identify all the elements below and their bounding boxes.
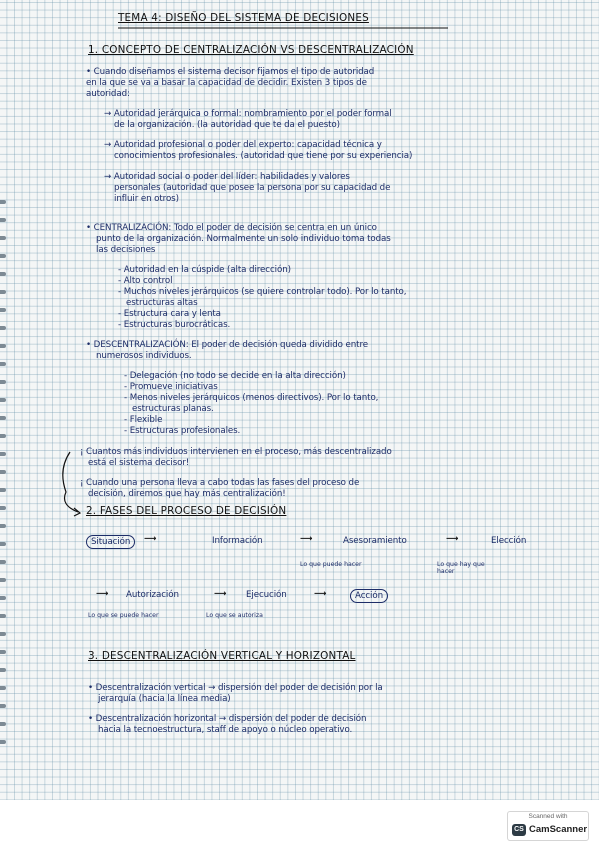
- auth3-line-3: influir en otros): [114, 194, 179, 204]
- auth2-line-1: → Autoridad profesional o poder del experto: capacidad técnica y: [104, 140, 382, 150]
- auth1-line-2: de la organización. (la autoridad que te da el puesto): [114, 120, 340, 130]
- auth1-line-1: → Autoridad jerárquica o formal: nombramiento por el poder formal: [104, 109, 392, 119]
- phase-ejecucion: Ejecución: [246, 590, 287, 600]
- descentralizacion-item-3: - Menos niveles jerárquicos (menos directivos). Por lo tanto,: [124, 393, 379, 403]
- arrow-icon: ⟶: [446, 534, 459, 544]
- phase-eleccion: Elección: [491, 536, 527, 546]
- note2-line-1: ¡ Cuando una persona lleva a cabo todas las fases del proceso de: [80, 478, 360, 488]
- section3-heading: 3. DESCENTRALIZACIÓN VERTICAL Y HORIZONTAL: [88, 650, 356, 662]
- intro-line-2: en la que se va a basar la capacidad de decidir. Existen 3 tipos de: [86, 78, 367, 88]
- page-title: TEMA 4: DISEÑO DEL SISTEMA DE DECISIONES: [118, 12, 369, 24]
- centralizacion-line-3: las decisiones: [96, 245, 156, 255]
- descentralizacion-item-5: - Flexible: [124, 415, 163, 425]
- descentralizacion-item-4: estructuras planas.: [132, 404, 214, 414]
- note1-line-2: está el sistema decisor!: [88, 458, 190, 468]
- centralizacion-item-4: estructuras altas: [126, 298, 198, 308]
- centralizacion-item-3: - Muchos niveles jerárquicos (se quiere controlar todo). Por lo tanto,: [118, 287, 407, 297]
- phase-autorizacion: Autorización: [126, 590, 179, 600]
- descentralizacion-line-1: • DESCENTRALIZACIÓN: El poder de decisión queda dividido entre: [86, 340, 368, 350]
- centralizacion-item-6: - Estructuras burocráticas.: [118, 320, 231, 330]
- note2-line-2: decisión, diremos que hay más centralización!: [88, 489, 286, 499]
- arrow-icon: ⟶: [214, 589, 227, 599]
- descentralizacion-item-6: - Estructuras profesionales.: [124, 426, 241, 436]
- note1-line-1: ¡ Cuantos más individuos intervienen en el proceso, más descentralizado: [80, 447, 392, 457]
- centralizacion-item-1: - Autoridad en la cúspide (alta dirección): [118, 265, 291, 275]
- note-autorizacion: Lo que se puede hacer: [88, 612, 159, 619]
- centralizacion-item-2: - Alto control: [118, 276, 173, 286]
- arrow-icon: ⟶: [144, 534, 157, 544]
- camscanner-logo-icon: CS: [512, 824, 526, 836]
- camscanner-label: CamScanner: [529, 824, 588, 835]
- auth2-line-2: conocimientos profesionales. (autoridad que tiene por su experiencia): [114, 151, 413, 161]
- arrow-icon: ⟶: [300, 534, 313, 544]
- camscanner-badge: [507, 811, 589, 841]
- scanned-with-label: Scanned with: [528, 813, 568, 820]
- horizontal-line-1: • Descentralización horizontal → dispersión del poder de decisión: [88, 714, 367, 724]
- phase-informacion: Información: [212, 536, 263, 546]
- section1-heading: 1. CONCEPTO DE CENTRALIZACIÓN VS DESCENTRALIZACIÓN: [88, 44, 414, 56]
- centralizacion-line-1: • CENTRALIZACIÓN: Todo el poder de decisión se centra en un único: [86, 223, 377, 233]
- descentralizacion-item-1: - Delegación (no todo se decide en la alta dirección): [124, 371, 346, 381]
- arrow-icon: ⟶: [314, 589, 327, 599]
- centralizacion-line-2: punto de la organización. Normalmente un solo individuo toma todas: [96, 234, 391, 244]
- note-ejecucion: Lo que se autoriza: [206, 612, 263, 619]
- vertical-line-1: • Descentralización vertical → dispersión del poder de decisión por la: [88, 683, 383, 693]
- phase-accion: Acción: [350, 589, 388, 603]
- intro-line-3: autoridad:: [86, 89, 130, 99]
- phase-situacion: Situación: [86, 535, 135, 549]
- auth3-line-1: → Autoridad social o poder del líder: habilidades y valores: [104, 172, 350, 182]
- phase-asesoramiento: Asesoramiento: [343, 536, 407, 546]
- vertical-line-2: jerarquía (hacia la línea media): [98, 694, 231, 704]
- descentralizacion-line-2: numerosos individuos.: [96, 351, 192, 361]
- arrow-icon: ⟶: [96, 589, 109, 599]
- descentralizacion-item-2: - Promueve iniciativas: [124, 382, 218, 392]
- intro-line-1: • Cuando diseñamos el sistema decisor fijamos el tipo de autoridad: [86, 67, 375, 77]
- note-asesoramiento: Lo que puede hacer: [300, 561, 362, 568]
- note-eleccion: Lo que hay que hacer: [437, 561, 485, 575]
- centralizacion-item-5: - Estructura cara y lenta: [118, 309, 221, 319]
- horizontal-line-2: hacia la tecnoestructura, staff de apoyo o núcleo operativo.: [98, 725, 353, 735]
- auth3-line-2: personales (autoridad que posee la persona por su capacidad de: [114, 183, 391, 193]
- section2-heading: 2. FASES DEL PROCESO DE DECISIÓN: [86, 505, 287, 517]
